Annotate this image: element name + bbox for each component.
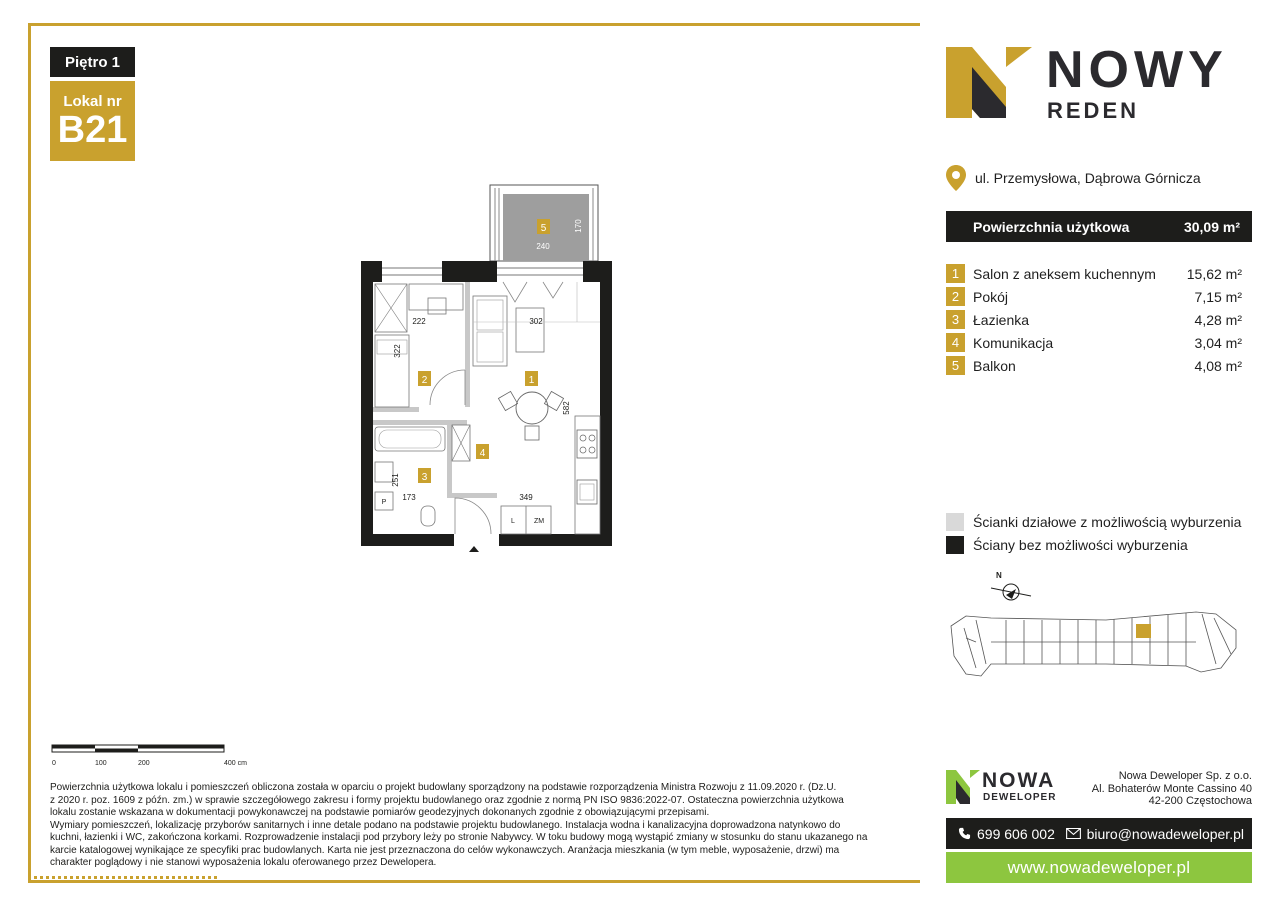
developer-address <box>1080 770 1252 808</box>
dining-table <box>516 392 548 424</box>
room1-number: 1 <box>528 375 535 386</box>
email-address: biuro@nowadeweloper.pl <box>1086 825 1244 842</box>
website-link[interactable]: www.nowadeweloper.pl <box>946 852 1252 883</box>
scale-tick-0: 0 <box>52 760 56 767</box>
chair-2 <box>544 391 563 410</box>
fridge-zm-label: ZM <box>533 518 545 525</box>
developer-subtitle: DEWELOPER <box>983 792 1057 803</box>
partition-hall <box>452 493 497 498</box>
envelope-icon <box>1066 828 1081 839</box>
floor-plan <box>355 180 620 560</box>
wall-top-mid <box>442 261 497 282</box>
unit-badge <box>50 81 135 161</box>
desk <box>409 284 463 310</box>
compass-icon <box>991 584 1031 600</box>
wall-bottom-right <box>499 534 612 546</box>
room-area: 4,08 m² <box>1194 357 1242 374</box>
room-list <box>946 262 1242 377</box>
legend-swatch-partition <box>946 513 964 531</box>
note-line: Wymiary pomieszczeń, lokalizację przyborów sanitarnych i inne detale podano na podstawie projektu budowlanego. Instalacja wodna i kanalizacyjna doprowadzona natynkowo do <box>50 819 841 831</box>
desk-chair <box>428 298 446 314</box>
wall-bottom-left <box>361 534 454 546</box>
room-name: Balkon <box>973 357 1016 374</box>
address <box>946 165 1201 191</box>
note-line: Powierzchnia użytkowa lokalu i pomieszczeń obliczona została w oparciu o projekt budowlany sporządzony na podstawie rozporządzenia Ministra Rozwoju z 11.09.2020 r. (Dz.U. <box>50 782 837 793</box>
nowy-reden-logo-mark <box>946 47 1032 118</box>
fridge-l-label: L <box>511 518 515 525</box>
room-number: 5 <box>946 356 965 375</box>
dim-302: 302 <box>529 317 543 326</box>
room-area: 3,04 m² <box>1194 334 1242 351</box>
note-line: z 2020 r. poz. 1609 z późn. zm.) w sprawie szczegółowego zakresu i formy projektu budowlanego oraz zgodnie z normą PN ISO 9836:2022-07. Ostateczna powierzchnia użytkowa <box>50 794 844 806</box>
room-row <box>946 354 1242 377</box>
room3-number: 3 <box>421 472 428 483</box>
legend-label: Ściany bez możliwości wyburzenia <box>973 536 1188 553</box>
unit-label: Lokal nr <box>63 92 122 110</box>
dim-322: 322 <box>393 344 402 358</box>
floor-label: Piętro 1 <box>50 47 135 77</box>
room-name: Salon z aneksem kuchennym <box>973 265 1156 282</box>
site-plan <box>946 568 1246 688</box>
unit-location-marker <box>1136 624 1151 638</box>
room-row <box>946 308 1242 331</box>
frame-bottom-line <box>28 880 920 883</box>
room-area: 15,62 m² <box>1186 265 1242 282</box>
room-number: 1 <box>946 264 965 283</box>
partition-bath-top <box>373 420 467 425</box>
brand-logo <box>946 41 1246 124</box>
note-line: lokalu zostanie wskazana w dokumentacji powykonawczej na podstawie pomiarów geodezyjnych dokonanych zgodnie z obowiązującymi przepisami. <box>50 807 710 818</box>
contact-bar <box>946 818 1252 849</box>
dim-251: 251 <box>391 473 400 487</box>
room5-number: 5 <box>540 223 547 234</box>
developer-street: Al. Bohaterów Monte Cassino 40 <box>1091 782 1252 795</box>
partition-bedroom-right <box>465 282 470 407</box>
address-text: ul. Przemysłowa, Dąbrowa Górnicza <box>975 170 1201 186</box>
p-label: P <box>381 499 387 506</box>
room4-number: 4 <box>479 448 486 459</box>
room-number: 3 <box>946 310 965 329</box>
dim-349: 349 <box>519 493 533 502</box>
scale-tick-100: 100 <box>95 760 107 767</box>
room-number: 2 <box>946 287 965 306</box>
north-label: N <box>996 571 1002 580</box>
dim-173: 173 <box>402 493 416 502</box>
note-line: charakter poglądowy i nie stanowi wyposażenia lokalu oferowanego przez Dewelopera. <box>50 857 437 868</box>
wall-right <box>600 261 612 546</box>
partition-bed-bottom <box>373 407 419 412</box>
wall-left <box>361 261 373 546</box>
note-line: kuchni, łazienki i WC, zakończona korkami. Rozprowadzenie instalacji pod przybory leży po stronie Nabywcy. W toku budowy mogą wystąpić zmiany w stosunku do stanu ukazanego na <box>50 832 868 843</box>
dim-222: 222 <box>412 317 426 326</box>
frame-dotted-segment <box>28 876 218 879</box>
legend-row <box>946 533 1241 556</box>
tv-table <box>516 308 544 352</box>
chair-3 <box>525 426 539 440</box>
legend-row <box>946 510 1241 533</box>
room-name: Komunikacja <box>973 334 1054 351</box>
developer-company: Nowa Deweloper Sp. z o.o. <box>1118 770 1252 782</box>
phone-icon <box>958 827 971 840</box>
brand-name: NOWY <box>1046 41 1228 99</box>
usable-area-bar <box>946 211 1252 242</box>
room-area: 7,15 m² <box>1194 288 1242 305</box>
scale-tick-400: 400 cm <box>224 760 247 767</box>
legend-swatch-structural <box>946 536 964 554</box>
sofa <box>473 296 507 366</box>
wall-legend <box>946 510 1241 556</box>
legend-label: Ścianki działowe z możliwością wyburzenia <box>973 513 1242 530</box>
frame-top-line <box>28 23 920 26</box>
room-number: 4 <box>946 333 965 352</box>
developer-city: 42-200 Częstochowa <box>1148 795 1252 807</box>
nowa-deweloper-logo-mark <box>946 770 980 804</box>
hob <box>577 430 597 458</box>
dim-582: 582 <box>562 401 571 415</box>
brand-subtitle: REDEN <box>1047 98 1140 123</box>
room-row <box>946 331 1242 354</box>
kitchen-counter <box>575 416 600 534</box>
frame-left-line <box>28 23 31 883</box>
room2-number: 2 <box>421 375 428 386</box>
bed <box>375 335 409 407</box>
unit-number: B21 <box>57 108 128 151</box>
room-name: Łazienka <box>973 311 1030 328</box>
disclaimer-note <box>50 782 920 870</box>
scale-tick-200: 200 <box>138 760 150 767</box>
room-area: 4,28 m² <box>1194 311 1242 328</box>
phone-contact[interactable] <box>958 826 1055 842</box>
bathtub <box>375 427 445 451</box>
usable-area-label: Powierzchnia użytkowa <box>973 218 1130 235</box>
chair-1 <box>498 391 517 410</box>
usable-area-value: 30,09 m² <box>1183 218 1240 235</box>
dim-170: 170 <box>574 219 583 233</box>
phone-number: 699 606 002 <box>977 825 1055 842</box>
developer-name: NOWA <box>982 769 1056 792</box>
location-pin-icon <box>946 165 966 191</box>
room-row <box>946 262 1242 285</box>
room-name: Pokój <box>973 288 1009 305</box>
partition-bath-right <box>447 425 452 498</box>
dim-240: 240 <box>536 242 550 251</box>
entrance-arrow <box>469 546 479 552</box>
room-row <box>946 285 1242 308</box>
note-line: karcie katalogowej wynikające ze specyfiki prac budowlanych. Karta nie jest przeznaczona do celów wykonawczych. Aranżacja mieszkania (w tym meble, wyposażenie, drzwi) ma <box>50 844 840 856</box>
email-contact[interactable] <box>1066 826 1244 842</box>
scale-bar <box>50 743 250 769</box>
toilet <box>421 506 435 526</box>
